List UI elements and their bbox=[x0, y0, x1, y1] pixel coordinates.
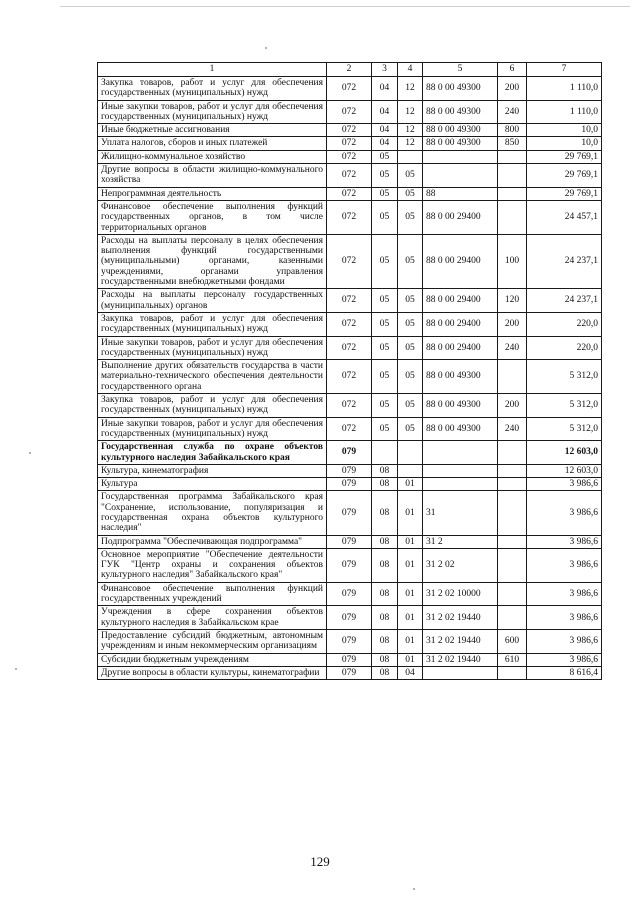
amount-cell: 1 110,0 bbox=[527, 100, 602, 124]
section-code-cell: 05 bbox=[372, 360, 398, 394]
section-code-cell: 05 bbox=[372, 336, 398, 360]
ministry-code-cell: 072 bbox=[327, 336, 372, 360]
table-row bbox=[98, 312, 602, 336]
amount-cell: 8 616,4 bbox=[527, 666, 602, 679]
table-row bbox=[98, 666, 602, 679]
section-code-cell: 04 bbox=[372, 137, 398, 150]
expense-type-cell bbox=[498, 164, 527, 188]
ministry-code-cell: 072 bbox=[327, 124, 372, 137]
table-row bbox=[98, 548, 602, 582]
target-article-cell: 88 0 00 29400 bbox=[423, 312, 498, 336]
target-article-cell: 31 2 02 19440 bbox=[423, 629, 498, 653]
expense-type-cell: 850 bbox=[498, 137, 527, 150]
section-code-cell: 05 bbox=[372, 417, 398, 441]
ministry-code-cell: 079 bbox=[327, 666, 372, 679]
section-code-cell: 05 bbox=[372, 312, 398, 336]
header-cell: 7 bbox=[527, 63, 602, 77]
table-row bbox=[98, 289, 602, 313]
amount-cell: 29 769,1 bbox=[527, 187, 602, 200]
row-name-cell: Уплата налогов, сборов и иных платежей bbox=[98, 137, 327, 150]
subsection-code-cell: 12 bbox=[398, 100, 423, 124]
table-row bbox=[98, 491, 602, 535]
ministry-code-cell: 079 bbox=[327, 653, 372, 666]
amount-cell: 220,0 bbox=[527, 336, 602, 360]
target-article-cell: 88 0 00 49300 bbox=[423, 360, 498, 394]
section-code-cell: 04 bbox=[372, 77, 398, 101]
amount-cell: 12 603,0 bbox=[527, 464, 602, 477]
expense-type-cell: 600 bbox=[498, 629, 527, 653]
subsection-code-cell bbox=[398, 441, 423, 465]
subsection-code-cell: 05 bbox=[398, 394, 423, 418]
section-code-cell: 08 bbox=[372, 535, 398, 548]
row-name-cell: Культура, кинематография bbox=[98, 464, 327, 477]
expense-type-cell bbox=[498, 606, 527, 630]
section-code-cell: 08 bbox=[372, 464, 398, 477]
section-code-cell: 05 bbox=[372, 234, 398, 288]
amount-cell: 10,0 bbox=[527, 137, 602, 150]
row-name-cell: Подпрограмма "Обеспечивающая подпрограмма" bbox=[98, 535, 327, 548]
table-body bbox=[98, 63, 602, 680]
ministry-code-cell: 072 bbox=[327, 164, 372, 188]
row-name-cell: Предоставление субсидий бюджетным, автономным учреждениям и иным некоммерческим организациям bbox=[98, 629, 327, 653]
amount-cell: 24 237,1 bbox=[527, 289, 602, 313]
amount-cell: 3 986,6 bbox=[527, 606, 602, 630]
section-code-cell: 04 bbox=[372, 100, 398, 124]
expense-type-cell bbox=[498, 150, 527, 163]
table-row bbox=[98, 478, 602, 491]
row-name-cell: Государственная программа Забайкальского края "Сохранение, использование, популяризация и государственная охрана объектов культурного наследия" bbox=[98, 491, 327, 535]
row-name-cell: Учреждения в сфере сохранения объектов культурного наследия в Забайкальском крае bbox=[98, 606, 327, 630]
table-row bbox=[98, 150, 602, 163]
section-code-cell: 08 bbox=[372, 582, 398, 606]
scan-speck bbox=[29, 452, 31, 454]
subsection-code-cell bbox=[398, 150, 423, 163]
expense-type-cell: 610 bbox=[498, 653, 527, 666]
row-name-cell: Расходы на выплаты персоналу в целях обеспечения выполнения функций государственными (муниципальными) органами, казенными учреждениями, органами управления государственными внебюджетными фондами bbox=[98, 234, 327, 288]
section-code-cell: 05 bbox=[372, 394, 398, 418]
target-article-cell: 31 2 02 bbox=[423, 548, 498, 582]
section-code-cell: 05 bbox=[372, 289, 398, 313]
table-row bbox=[98, 535, 602, 548]
row-name-cell: Государственная служба по охране объектов культурного наследия Забайкальского края bbox=[98, 441, 327, 465]
subsection-code-cell: 05 bbox=[398, 234, 423, 288]
section-code-cell: 05 bbox=[372, 164, 398, 188]
subsection-code-cell: 05 bbox=[398, 360, 423, 394]
row-name-cell: Другие вопросы в области культуры, кинематографии bbox=[98, 666, 327, 679]
table-row bbox=[98, 77, 602, 101]
expense-type-cell bbox=[498, 200, 527, 234]
section-code-cell: 05 bbox=[372, 187, 398, 200]
subsection-code-cell: 05 bbox=[398, 289, 423, 313]
row-name-cell: Культура bbox=[98, 478, 327, 491]
section-code-cell: 08 bbox=[372, 666, 398, 679]
budget-table bbox=[97, 62, 602, 680]
table-row bbox=[98, 417, 602, 441]
subsection-code-cell: 01 bbox=[398, 491, 423, 535]
target-article-cell bbox=[423, 666, 498, 679]
subsection-code-cell: 05 bbox=[398, 187, 423, 200]
row-name-cell: Закупка товаров, работ и услуг для обеспечения государственных (муниципальных) нужд bbox=[98, 77, 327, 101]
row-name-cell: Иные закупки товаров, работ и услуг для обеспечения государственных (муниципальных) нужд bbox=[98, 336, 327, 360]
expense-type-cell: 200 bbox=[498, 394, 527, 418]
expense-type-cell bbox=[498, 360, 527, 394]
ministry-code-cell: 079 bbox=[327, 535, 372, 548]
expense-type-cell: 240 bbox=[498, 100, 527, 124]
expense-type-cell: 120 bbox=[498, 289, 527, 313]
amount-cell: 10,0 bbox=[527, 124, 602, 137]
subsection-code-cell: 01 bbox=[398, 606, 423, 630]
target-article-cell bbox=[423, 150, 498, 163]
target-article-cell: 31 bbox=[423, 491, 498, 535]
scan-edge-line bbox=[60, 6, 630, 7]
row-name-cell: Непрограммная деятельность bbox=[98, 187, 327, 200]
row-name-cell: Иные закупки товаров, работ и услуг для обеспечения государственных (муниципальных) нужд bbox=[98, 100, 327, 124]
expense-type-cell bbox=[498, 535, 527, 548]
amount-cell: 3 986,6 bbox=[527, 548, 602, 582]
amount-cell: 3 986,6 bbox=[527, 582, 602, 606]
row-name-cell: Выполнение других обязательств государства в части материально-технического обеспечения деятельности государственного органа bbox=[98, 360, 327, 394]
amount-cell: 12 603,0 bbox=[527, 441, 602, 465]
row-name-cell: Основное мероприятие "Обеспечение деятельности ГУК "Центр охраны и сохранения объектов культурного наследия" Забайкальского края" bbox=[98, 548, 327, 582]
subsection-code-cell: 12 bbox=[398, 77, 423, 101]
target-article-cell: 88 0 00 49300 bbox=[423, 100, 498, 124]
ministry-code-cell: 079 bbox=[327, 441, 372, 465]
amount-cell: 1 110,0 bbox=[527, 77, 602, 101]
target-article-cell bbox=[423, 441, 498, 465]
section-code-cell: 08 bbox=[372, 491, 398, 535]
ministry-code-cell: 072 bbox=[327, 312, 372, 336]
subsection-code-cell: 05 bbox=[398, 164, 423, 188]
subsection-code-cell bbox=[398, 464, 423, 477]
amount-cell: 3 986,6 bbox=[527, 653, 602, 666]
subsection-code-cell: 12 bbox=[398, 124, 423, 137]
amount-cell: 29 769,1 bbox=[527, 150, 602, 163]
amount-cell: 3 986,6 bbox=[527, 491, 602, 535]
target-article-cell: 88 0 00 49300 bbox=[423, 124, 498, 137]
target-article-cell bbox=[423, 478, 498, 491]
row-name-cell: Жилищно-коммунальное хозяйство bbox=[98, 150, 327, 163]
page-number: 129 bbox=[310, 854, 330, 869]
expense-type-cell bbox=[498, 491, 527, 535]
table-row bbox=[98, 200, 602, 234]
ministry-code-cell: 072 bbox=[327, 150, 372, 163]
ministry-code-cell: 072 bbox=[327, 100, 372, 124]
ministry-code-cell: 072 bbox=[327, 394, 372, 418]
target-article-cell: 31 2 02 19440 bbox=[423, 606, 498, 630]
table-row bbox=[98, 606, 602, 630]
table-row bbox=[98, 100, 602, 124]
ministry-code-cell: 072 bbox=[327, 187, 372, 200]
subsection-code-cell: 01 bbox=[398, 582, 423, 606]
table-row bbox=[98, 124, 602, 137]
expense-type-cell: 800 bbox=[498, 124, 527, 137]
section-code-cell: 08 bbox=[372, 629, 398, 653]
header-cell: 3 bbox=[372, 63, 398, 77]
section-code-cell: 08 bbox=[372, 653, 398, 666]
table-header-row bbox=[98, 63, 602, 77]
header-cell: 4 bbox=[398, 63, 423, 77]
row-name-cell: Финансовое обеспечение выполнения функций государственных органов, в том числе территориальных органов bbox=[98, 200, 327, 234]
row-name-cell: Финансовое обеспечение выполнения функций государственных учреждений bbox=[98, 582, 327, 606]
amount-cell: 3 986,6 bbox=[527, 478, 602, 491]
amount-cell: 3 986,6 bbox=[527, 629, 602, 653]
table-row bbox=[98, 336, 602, 360]
ministry-code-cell: 079 bbox=[327, 464, 372, 477]
header-cell: 2 bbox=[327, 63, 372, 77]
ministry-code-cell: 079 bbox=[327, 548, 372, 582]
expense-type-cell bbox=[498, 666, 527, 679]
ministry-code-cell: 072 bbox=[327, 200, 372, 234]
row-name-cell: Иные бюджетные ассигнования bbox=[98, 124, 327, 137]
table-row bbox=[98, 360, 602, 394]
amount-cell: 24 237,1 bbox=[527, 234, 602, 288]
target-article-cell: 88 0 00 49300 bbox=[423, 417, 498, 441]
header-cell: 1 bbox=[98, 63, 327, 77]
target-article-cell: 31 2 02 10000 bbox=[423, 582, 498, 606]
subsection-code-cell: 01 bbox=[398, 653, 423, 666]
subsection-code-cell: 01 bbox=[398, 478, 423, 491]
target-article-cell bbox=[423, 164, 498, 188]
section-code-cell: 08 bbox=[372, 548, 398, 582]
subsection-code-cell: 05 bbox=[398, 312, 423, 336]
row-name-cell: Другие вопросы в области жилищно-коммунального хозяйства bbox=[98, 164, 327, 188]
scan-speck bbox=[413, 888, 415, 890]
table-row bbox=[98, 137, 602, 150]
expense-type-cell: 100 bbox=[498, 234, 527, 288]
subsection-code-cell: 12 bbox=[398, 137, 423, 150]
amount-cell: 5 312,0 bbox=[527, 394, 602, 418]
header-cell: 6 bbox=[498, 63, 527, 77]
ministry-code-cell: 072 bbox=[327, 417, 372, 441]
amount-cell: 5 312,0 bbox=[527, 417, 602, 441]
expense-type-cell: 240 bbox=[498, 417, 527, 441]
target-article-cell: 88 0 00 49300 bbox=[423, 137, 498, 150]
expense-type-cell bbox=[498, 187, 527, 200]
target-article-cell: 88 0 00 29400 bbox=[423, 289, 498, 313]
section-code-cell: 05 bbox=[372, 150, 398, 163]
amount-cell: 220,0 bbox=[527, 312, 602, 336]
table-row bbox=[98, 441, 602, 465]
target-article-cell: 88 0 00 29400 bbox=[423, 200, 498, 234]
scan-speck bbox=[265, 47, 267, 49]
target-article-cell: 31 2 bbox=[423, 535, 498, 548]
ministry-code-cell: 072 bbox=[327, 77, 372, 101]
expense-type-cell: 200 bbox=[498, 77, 527, 101]
expense-type-cell bbox=[498, 464, 527, 477]
ministry-code-cell: 079 bbox=[327, 491, 372, 535]
ministry-code-cell: 079 bbox=[327, 478, 372, 491]
table-row bbox=[98, 582, 602, 606]
table-row bbox=[98, 394, 602, 418]
amount-cell: 3 986,6 bbox=[527, 535, 602, 548]
target-article-cell: 88 0 00 29400 bbox=[423, 234, 498, 288]
table-row bbox=[98, 653, 602, 666]
subsection-code-cell: 05 bbox=[398, 417, 423, 441]
table-row bbox=[98, 187, 602, 200]
table-row bbox=[98, 164, 602, 188]
subsection-code-cell: 01 bbox=[398, 535, 423, 548]
ministry-code-cell: 072 bbox=[327, 289, 372, 313]
ministry-code-cell: 079 bbox=[327, 629, 372, 653]
section-code-cell: 05 bbox=[372, 200, 398, 234]
expense-type-cell: 240 bbox=[498, 336, 527, 360]
expense-type-cell bbox=[498, 548, 527, 582]
target-article-cell: 88 bbox=[423, 187, 498, 200]
table-row bbox=[98, 629, 602, 653]
target-article-cell: 88 0 00 29400 bbox=[423, 336, 498, 360]
section-code-cell: 08 bbox=[372, 606, 398, 630]
amount-cell: 24 457,1 bbox=[527, 200, 602, 234]
expense-type-cell bbox=[498, 441, 527, 465]
ministry-code-cell: 072 bbox=[327, 234, 372, 288]
table-row bbox=[98, 464, 602, 477]
row-name-cell: Иные закупки товаров, работ и услуг для обеспечения государственных (муниципальных) нужд bbox=[98, 417, 327, 441]
expense-type-cell bbox=[498, 582, 527, 606]
amount-cell: 5 312,0 bbox=[527, 360, 602, 394]
row-name-cell: Закупка товаров, работ и услуг для обеспечения государственных (муниципальных) нужд bbox=[98, 312, 327, 336]
section-code-cell: 04 bbox=[372, 124, 398, 137]
ministry-code-cell: 079 bbox=[327, 582, 372, 606]
subsection-code-cell: 04 bbox=[398, 666, 423, 679]
target-article-cell: 88 0 00 49300 bbox=[423, 394, 498, 418]
row-name-cell: Расходы на выплаты персоналу государственных (муниципальных) органов bbox=[98, 289, 327, 313]
target-article-cell: 88 0 00 49300 bbox=[423, 77, 498, 101]
ministry-code-cell: 079 bbox=[327, 606, 372, 630]
header-cell: 5 bbox=[423, 63, 498, 77]
subsection-code-cell: 05 bbox=[398, 336, 423, 360]
section-code-cell: 08 bbox=[372, 478, 398, 491]
row-name-cell: Закупка товаров, работ и услуг для обеспечения государственных (муниципальных) нужд bbox=[98, 394, 327, 418]
target-article-cell: 31 2 02 19440 bbox=[423, 653, 498, 666]
subsection-code-cell: 01 bbox=[398, 548, 423, 582]
ministry-code-cell: 072 bbox=[327, 137, 372, 150]
ministry-code-cell: 072 bbox=[327, 360, 372, 394]
subsection-code-cell: 01 bbox=[398, 629, 423, 653]
target-article-cell bbox=[423, 464, 498, 477]
table-row bbox=[98, 234, 602, 288]
expense-type-cell: 200 bbox=[498, 312, 527, 336]
scan-speck bbox=[15, 668, 17, 670]
row-name-cell: Субсидии бюджетным учреждениям bbox=[98, 653, 327, 666]
section-code-cell bbox=[372, 441, 398, 465]
amount-cell: 29 769,1 bbox=[527, 164, 602, 188]
subsection-code-cell: 05 bbox=[398, 200, 423, 234]
expense-type-cell bbox=[498, 478, 527, 491]
